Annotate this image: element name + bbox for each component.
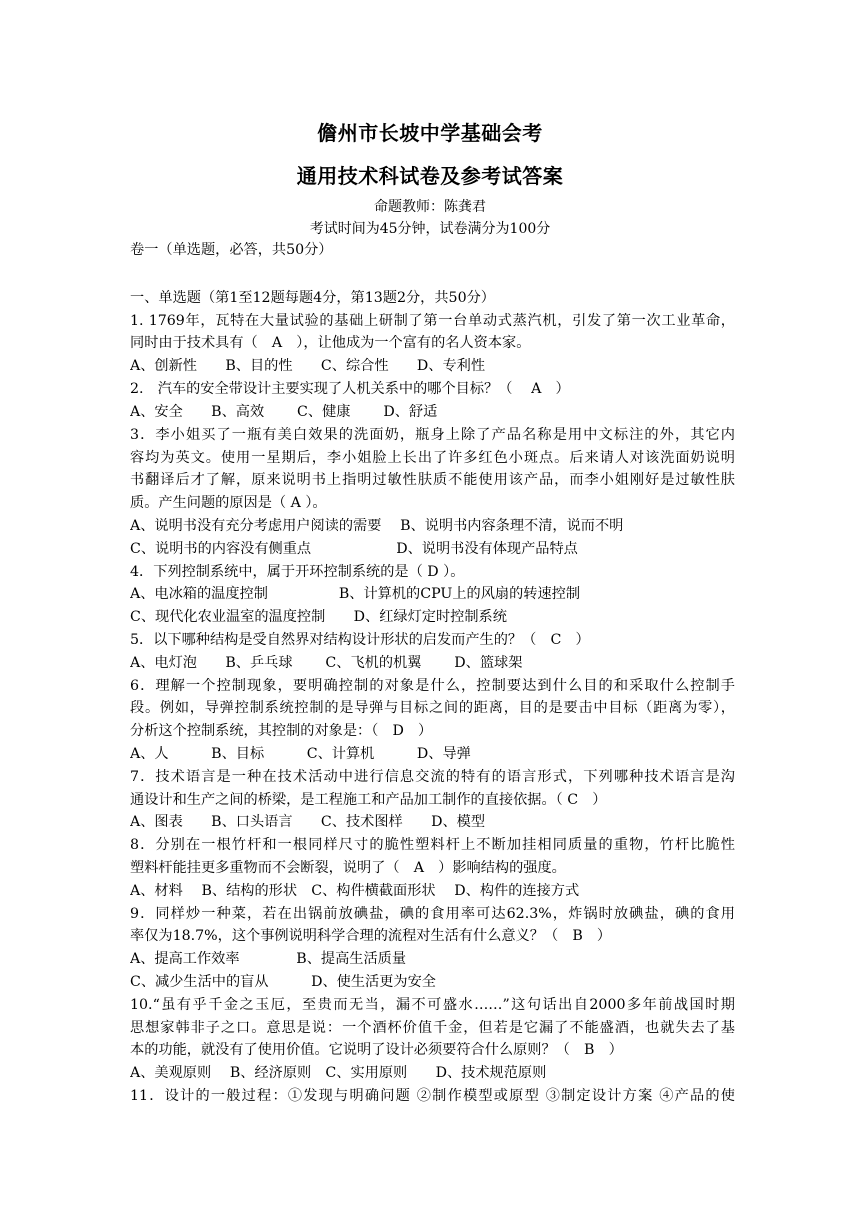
page-title: 儋州市长坡中学基础会考 (317, 121, 543, 145)
option-line: A、说明书没有充分考虑用户阅读的需要 B、说明书内容条理不清，说而不明 (130, 518, 624, 534)
option-line: A、材料 B、结构的形状 C、构件横截面形状 D、构件的连接方式 (130, 883, 580, 899)
exam-info: 考试时间为45分钟，试卷满分为100分 (309, 221, 551, 237)
part-heading: 一、单选题（第1至12题每题4分，第13题2分，共50分） (130, 290, 495, 306)
text-line: 容均为英文。使用一星期后，李小姐脸上长出了许多红色小斑点。后来请人对该洗面奶说明 (130, 450, 735, 466)
text-line: 4．下列控制系统中，属于开环控制系统的是（ D ）。 (130, 564, 465, 580)
text-line: 6．理解一个控制现象，要明确控制的对象是什么，控制要达到什么目的和采取什么控制手 (130, 678, 735, 694)
option-line: A、创新性 B、目的性 C、综合性 D、专利性 (130, 358, 486, 374)
option-line: A、安全 B、高效 C、健康 D、舒适 (130, 404, 438, 420)
text-line: 塑料杆能挂更多重物而不会断裂，说明了（ A ）影响结构的强度。 (130, 860, 566, 876)
option-line: C、说明书的内容没有侧重点 D、说明书没有体现产品特点 (130, 541, 578, 557)
text-line: 书翻译后才了解，原来说明书上指明过敏性肤质不能使用该产品，而李小姐刚好是过敏性肤 (130, 472, 735, 488)
text-line: 思想家韩非子之口。意思是说：一个酒杯价值千金，但若是它漏了不能盛酒，也就失去了基 (130, 1020, 735, 1036)
option-line: A、电灯泡 B、乒乓球 C、飞机的机翼 D、篮球架 (130, 655, 523, 671)
option-line: A、电冰箱的温度控制 B、计算机的CPU上的风扇的转速控制 (130, 586, 581, 602)
text-line: 7．技术语言是一种在技术活动中进行信息交流的特有的语言形式，下列哪种技术语言是沟 (130, 769, 735, 785)
page-subtitle: 通用技术科试卷及参考试答案 (296, 164, 564, 188)
text-line: 通设计和生产之间的桥梁，是工程施工和产品加工制作的直接依据。（ C ） (130, 792, 607, 808)
text-line: 2. 汽车的安全带设计主要实现了人机关系中的哪个目标？（ A ） (130, 381, 570, 397)
text-line: 质。产生问题的原因是（ A ）。 (130, 495, 327, 511)
text-line: 3．李小姐买了一瓶有美白效果的洗面奶，瓶身上除了产品名称是用中文标注的外，其它内 (130, 427, 735, 443)
text-line: 8．分别在一根竹杆和一根同样尺寸的脆性塑料杆上不断加挂相同质量的重物，竹杆比脆性 (130, 837, 735, 853)
option-line: A、提高工作效率 B、提高生活质量 (130, 951, 407, 967)
text-line: 率仅为18.7%，这个事例说明科学合理的流程对生活有什么意义？（ B ） (130, 928, 612, 944)
section-heading: 卷一（单选题，必答，共50分） (130, 242, 333, 258)
option-line: A、图表 B、口头语言 C、技术图样 D、模型 (130, 814, 486, 830)
text-line: 10.“虽有乎千金之玉厄，至贵而无当，漏不可盛水……”这句话出自2000多年前战国时期 (130, 997, 735, 1013)
text-line: 1. 1769年，瓦特在大量试验的基础上研制了第一台单动式蒸汽机，引发了第一次工业革命， (130, 313, 735, 329)
text-line: 段。例如，导弹控制系统控制的是导弹与目标之间的距离，目的是要击中目标（距离为零）， (130, 700, 735, 716)
text-line: 11．设计的一般过程：①发现与明确问题 ②制作模型或原型 ③制定设计方案 ④产品的使 (130, 1088, 735, 1104)
option-line: A、人 B、目标 C、计算机 D、导弹 (130, 746, 471, 762)
text-line: 本的功能，就没有了使用价值。它说明了设计必须要符合什么原则？（ B ） (130, 1042, 623, 1058)
text-line: 分析这个控制系统，其控制的对象是：（ D ） (130, 723, 433, 739)
text-line: 9．同样炒一种菜，若在出锅前放碘盐，碘的食用率可达62.3%，炸锅时放碘盐，碘的食用 (130, 906, 735, 922)
text-line: 同时由于技术具有（ A ），让他成为一个富有的名人资本家。 (130, 335, 531, 351)
option-line: A、美观原则 B、经济原则 C、实用原则 D、技术规范原则 (130, 1065, 547, 1081)
option-line: C、现代化农业温室的温度控制 D、红绿灯定时控制系统 (130, 609, 507, 625)
option-line: C、减少生活中的盲从 D、使生活更为安全 (130, 974, 436, 990)
text-line: 5．以下哪种结构是受自然界对结构设计形状的启发而产生的？（ C ） (130, 632, 590, 648)
author-line: 命题教师：陈龚君 (374, 199, 486, 215)
